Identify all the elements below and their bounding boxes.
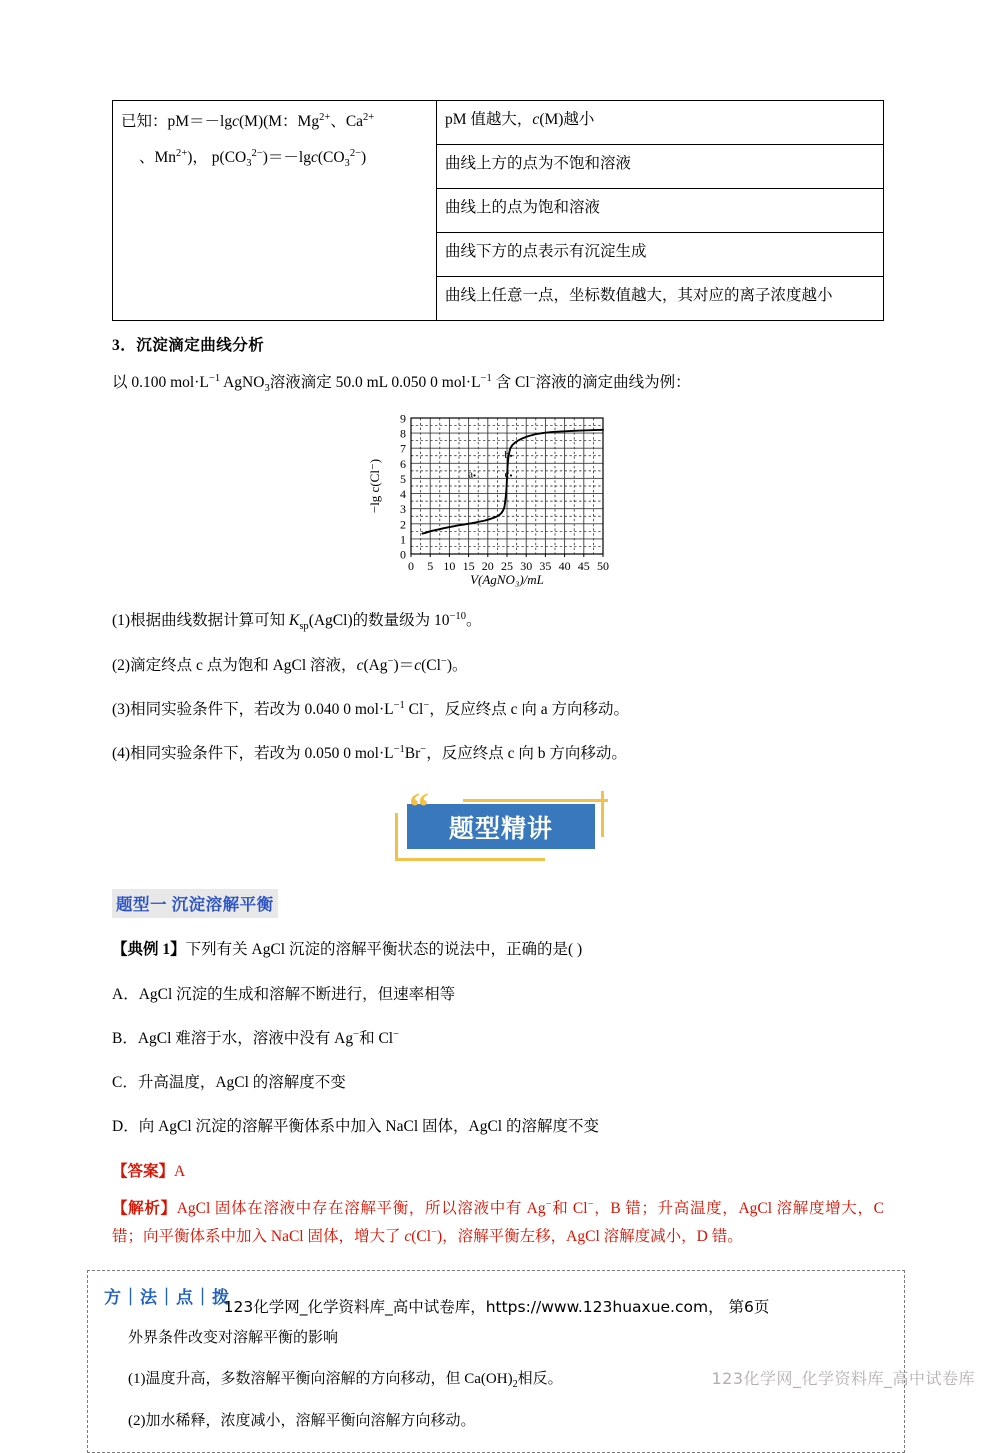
- svg-text:20: 20: [481, 559, 494, 574]
- tips-2-num: (2): [128, 1412, 146, 1429]
- tips-1-num: (1): [128, 1371, 146, 1388]
- point-1-a: 根据曲线数据计算可知: [130, 612, 289, 630]
- intro-e: 溶液的滴定曲线为例：: [535, 374, 691, 391]
- intro-sub1: 3: [264, 383, 270, 395]
- y-axis-label: −lg c(Cl⁻): [367, 459, 382, 514]
- svg-text:2: 2: [400, 517, 406, 532]
- svg-text:10: 10: [443, 559, 456, 574]
- topic-heading: 题型一 沉淀溶解平衡: [112, 889, 278, 918]
- svg-text:4: 4: [400, 487, 406, 502]
- point-2-c2: )＝: [393, 656, 415, 674]
- point-2-d: (Cl: [421, 656, 441, 674]
- point-1-b: (AgCl)的数量级为 10: [308, 612, 450, 630]
- point-1-k: K: [288, 612, 300, 630]
- def-l2-sub2: 3: [344, 158, 350, 170]
- option-d-letter: D．: [112, 1118, 139, 1136]
- analysis-block: [112, 1195, 884, 1252]
- point-3-c: ，反应终点 c 向 a 方向移动。: [429, 700, 630, 718]
- section-intro: [112, 371, 884, 394]
- option-c-text: 升高温度，AgCl 的溶解度不变: [137, 1074, 346, 1091]
- def-l2-sup4: 2−: [349, 147, 362, 159]
- option-c-letter: C．: [112, 1074, 138, 1091]
- intro-d: 含 Cl: [491, 374, 530, 391]
- rule0-suffix: (M)越小: [539, 111, 595, 128]
- definition-formula-line-2: [121, 146, 428, 170]
- banner-frame-top: [463, 799, 608, 802]
- intro-c: 溶液滴定 50.0 mL 0.050 0 mol·L: [269, 374, 481, 391]
- tips-2-a: 加水稀释，浓度减小，溶解平衡向溶解方向移动。: [145, 1412, 476, 1429]
- def-l2-prefix: 、Mn: [139, 149, 177, 167]
- intro-sup1: −1: [208, 372, 221, 384]
- table-row: [113, 101, 884, 145]
- point-2-num: (2): [112, 656, 131, 674]
- def-l2-sup: 2+: [176, 147, 188, 159]
- svg-text:3: 3: [400, 502, 406, 517]
- svg-text:8: 8: [400, 426, 406, 441]
- analysis-b: 和 Cl: [551, 1199, 588, 1217]
- curve-annotations: [468, 449, 512, 481]
- analysis-d: (Cl: [411, 1228, 432, 1246]
- annotation-b: b: [504, 449, 510, 462]
- def-l2-tail: (CO: [317, 149, 345, 167]
- method-tips-item-2: [104, 1410, 888, 1433]
- analysis-c: ，B 错；升高温度，AgCl 溶解度增大，C 错；向平衡体系中加入 NaCl 固体，增大了: [112, 1199, 884, 1246]
- answer-value: A: [174, 1162, 186, 1180]
- def-l1-sup1: 2+: [319, 111, 331, 123]
- method-tips-title: 方｜法｜点｜拨: [104, 1287, 230, 1308]
- table-cell-rule-0: [437, 101, 884, 145]
- point-2: [112, 654, 884, 677]
- svg-text:35: 35: [539, 559, 552, 574]
- point-4-b: Br: [404, 745, 421, 762]
- point-4-a: 相同实验条件下，若改为 0.050 0 mol·L: [130, 745, 394, 762]
- point-2-a: 滴定终点 c 点为饱和 AgCl 溶液，: [130, 656, 357, 674]
- analysis-tag: 【解析】: [112, 1199, 177, 1217]
- point-1-ksub: sp: [299, 621, 309, 633]
- svg-text:25: 25: [501, 559, 513, 574]
- tips-1-b: 相反。: [517, 1371, 563, 1388]
- point-3-a: 相同实验条件下，若改为 0.040 0 mol·L: [130, 700, 394, 718]
- page-footer: 123化学网_化学资料库_高中试卷库，https://www.123huaxue.com， 第6页: [223, 1298, 770, 1316]
- point-3-b: Cl: [404, 700, 424, 718]
- option-a[interactable]: [112, 983, 884, 1006]
- point-2-e: )。: [446, 656, 468, 674]
- option-b-sup1: −: [353, 1028, 360, 1040]
- page-content: [104, 100, 884, 1453]
- rule0-prefix: pM 值越大，: [445, 111, 533, 128]
- question-stem-close: ): [577, 941, 583, 959]
- def-l2-sub1: 3: [246, 158, 252, 170]
- question-stem: [112, 938, 884, 961]
- def-l1-c: c: [232, 113, 239, 130]
- point-4: [112, 742, 884, 765]
- analysis-sup3: −: [431, 1227, 438, 1239]
- point-3: [112, 698, 884, 721]
- tips-1-a: 温度升高，多数溶解平衡向溶解的方向移动，但 Ca(OH): [145, 1371, 513, 1388]
- intro-sup3: −: [529, 372, 536, 384]
- point-4-sup2: −: [420, 743, 427, 755]
- definition-formula-line-1: [121, 110, 428, 134]
- point-1: [112, 609, 884, 632]
- point-1-sup: −10: [449, 611, 466, 623]
- x-axis-label: V(AgNO₃)/mL: [470, 572, 544, 588]
- titration-chart-wrapper: [112, 408, 884, 588]
- analysis-e: )，溶解平衡左移，AgCl 溶解度减小，D 错。: [437, 1228, 743, 1246]
- analysis-sup1: −: [545, 1198, 552, 1210]
- section-heading: 3．沉淀滴定曲线分析: [112, 337, 265, 354]
- banner-frame-right: [601, 791, 604, 837]
- svg-text:40: 40: [558, 559, 571, 574]
- def-l1-prefix: 已知：pM: [121, 113, 190, 130]
- section-banner: [385, 784, 611, 861]
- point-3-num: (3): [112, 700, 131, 718]
- option-b-sup2: −: [393, 1028, 400, 1040]
- option-b-text: AgCl 难溶于水，溶液中没有 Ag: [137, 1029, 354, 1047]
- svg-text:9: 9: [400, 411, 406, 426]
- banner-frame-left: [395, 813, 398, 861]
- point-3-sup2: −: [423, 699, 430, 711]
- quote-icon: “: [409, 784, 429, 830]
- option-b-letter: B．: [112, 1029, 138, 1047]
- point-2-sup1: −: [387, 655, 394, 667]
- option-a-letter: A．: [112, 985, 139, 1003]
- svg-text:30: 30: [520, 559, 533, 574]
- svg-text:1: 1: [400, 532, 406, 547]
- analysis-c-ital: c: [404, 1228, 412, 1246]
- option-b-text2: 和 Cl: [359, 1029, 394, 1047]
- def-l2-close: ): [361, 149, 367, 167]
- titration-curve-plot: [367, 408, 629, 588]
- def-l1-body: ＝－lg: [189, 113, 233, 130]
- point-4-num: (4): [112, 745, 131, 762]
- option-c[interactable]: [112, 1071, 884, 1094]
- analysis-a: AgCl 固体在溶液中存在溶解平衡，所以溶液中有 Ag: [176, 1199, 546, 1217]
- def-l2-mid: )， p(CO: [187, 149, 247, 167]
- table-cell-rule-4: 曲线上任意一点，坐标数值越大，其对应的离子浓度越小: [437, 277, 884, 321]
- intro-b: AgNO: [220, 374, 265, 391]
- option-d-text: 向 AgCl 沉淀的溶解平衡体系中加入 NaCl 固体，AgCl 的溶解度不变: [138, 1118, 599, 1136]
- point-2-b: (Ag: [363, 656, 388, 674]
- annotation-a: a: [468, 468, 473, 481]
- y-axis-ticks: [400, 412, 406, 562]
- def-l1-rest: (M)(M：Mg: [239, 113, 320, 130]
- intro-a: 以 0.100 mol·L: [112, 374, 209, 391]
- x-axis-ticks: [408, 554, 609, 573]
- intro-sup2: −1: [480, 372, 492, 384]
- point-3-sup1: −1: [393, 699, 405, 711]
- definition-cell: [113, 101, 437, 321]
- question-tag: 【典例 1】: [112, 941, 186, 959]
- svg-text:7: 7: [400, 441, 406, 456]
- table-cell-rule-1: 曲线上方的点为不饱和溶液: [437, 145, 884, 189]
- def-l2-sup3: 2−: [251, 147, 263, 159]
- svg-text:15: 15: [462, 559, 475, 574]
- watermark: 123化学网_化学资料库_高中试卷库: [711, 1369, 975, 1388]
- svg-text:5: 5: [400, 472, 406, 487]
- point-2-sup2: −: [440, 655, 447, 667]
- point-2-c1: c: [356, 656, 364, 674]
- analysis-sup2: −: [587, 1198, 594, 1210]
- table-cell-rule-3: 曲线下方的点表示有沉淀生成: [437, 233, 884, 277]
- answer-line: [112, 1159, 884, 1181]
- svg-text:0: 0: [400, 547, 406, 562]
- point-4-sup1: −1: [393, 743, 405, 755]
- option-b[interactable]: [112, 1027, 884, 1050]
- def-l2-eq: )＝－lg: [262, 149, 311, 167]
- banner-title: 题型精讲: [448, 813, 553, 843]
- point-2-c3: c: [414, 656, 422, 674]
- annotation-c: c: [504, 468, 510, 481]
- option-d[interactable]: [112, 1115, 884, 1138]
- answer-tag: 【答案】: [112, 1162, 175, 1180]
- def-l1-mid: 、Ca: [330, 113, 364, 130]
- svg-text:5: 5: [427, 559, 434, 574]
- svg-text:0: 0: [408, 559, 414, 574]
- svg-text:50: 50: [597, 559, 609, 574]
- info-table: [112, 100, 884, 321]
- svg-text:6: 6: [400, 457, 406, 472]
- banner-frame-bottom: [395, 858, 545, 861]
- option-a-text: AgCl 沉淀的生成和溶解不断进行，但速率相等: [138, 985, 456, 1003]
- method-tips-intro: 外界条件改变对溶解平衡的影响: [128, 1329, 339, 1346]
- point-1-num: (1): [112, 612, 131, 630]
- point-4-c: ，反应终点 c 向 b 方向移动。: [426, 745, 627, 762]
- banner-wrapper: [112, 784, 884, 861]
- point-1-c: 。: [465, 612, 482, 630]
- def-l2-c: c: [310, 149, 318, 167]
- table-cell-rule-2: 曲线上的点为饱和溶液: [437, 189, 884, 233]
- def-l1-sup2: 2+: [363, 111, 375, 123]
- tips-1-sub: 2: [512, 1379, 518, 1391]
- svg-text:45: 45: [577, 559, 590, 574]
- question-stem-text: 下列有关 AgCl 沉淀的溶解平衡状态的说法中，正确的是(: [185, 941, 574, 959]
- titration-chart: [367, 408, 629, 588]
- rule0-italic: c: [532, 111, 540, 128]
